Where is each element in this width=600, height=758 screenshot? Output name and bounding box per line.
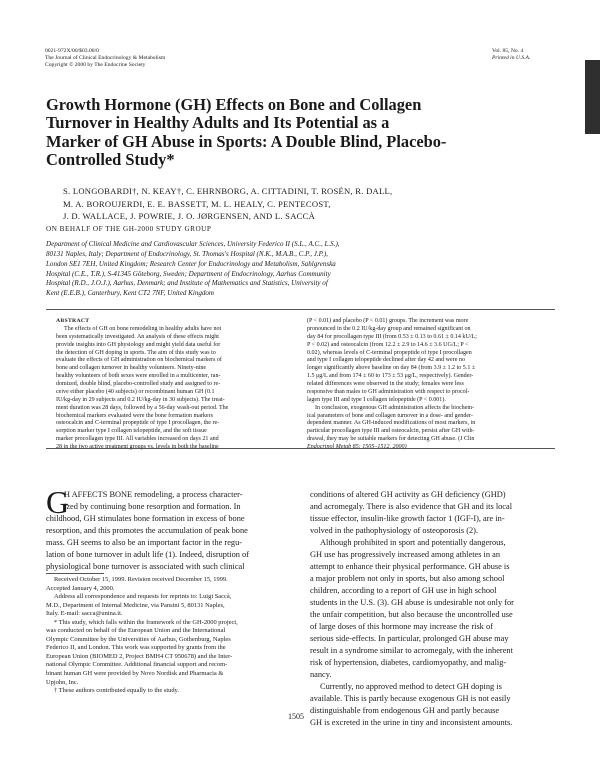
footnote-line: Italy. E-mail: sacca@unina.it. bbox=[46, 610, 123, 618]
body-line: serious side-effects. In particular, prolonged GH abuse may bbox=[310, 634, 509, 644]
author-line: S. LONGOBARDI†, N. KEAY†, C. EHRNBORG, A. CITTADINI, T. ROSÉN, R. DALL, bbox=[63, 186, 393, 196]
issn-line: 0021-972X/00/$03.00/0 bbox=[45, 48, 99, 54]
abstract-line: lagen type III and type I collagen telopeptide (P < 0.001). bbox=[307, 396, 446, 403]
footnote-line: * This study, which falls within the framework of the GH-2000 project, bbox=[54, 618, 238, 626]
abstract-line: drawal, they may be suitable markers for detecting GH abuse. (J Clin bbox=[307, 436, 475, 443]
abstract-line: pronounced in the 0.2 IU/kg-day group and remained significant on bbox=[307, 325, 471, 332]
abstract-top-rule bbox=[46, 309, 555, 310]
abstract-line: ical parameters of bone and collagen turnover in a dose- and gender- bbox=[307, 412, 473, 419]
abstract-line: longer significantly above baseline on day 84 (from 3.9 ± 1.2 to 5.1 ± bbox=[307, 365, 476, 372]
abstract-line: the detection of GH doping in sports. The aim of this study was to bbox=[56, 349, 216, 356]
abstract-line: In conclusion, exogenous GH administration affects the biochem- bbox=[315, 404, 475, 411]
body-line: GH use has progressively increased among athletes in an bbox=[310, 550, 500, 560]
body-line: and acromegaly. There is also evidence that GH and its local bbox=[310, 502, 513, 512]
abstract-line: responsive than males to GH administration with respect to procol- bbox=[307, 388, 470, 395]
abstract-right-column bbox=[307, 318, 546, 452]
abstract-line: been systematically investigated. An analysis of these effects might bbox=[56, 333, 219, 340]
abstract-line: ceive either placebo (40 subjects) or recombinant human GH (0.1 bbox=[56, 388, 215, 395]
abstract-line: 0.02), whereas levels of C-terminal propeptide of type I procollagen bbox=[307, 349, 472, 356]
footnote-line: M.D., Department of Internal Medicine, via Pansini 5, 80131 Naples, bbox=[46, 601, 225, 609]
title-line: Turnover in Healthy Adults and Its Potential as a bbox=[46, 113, 390, 133]
body-line: available. This is partly because exogenous GH is not easily bbox=[310, 694, 511, 704]
footnote-line: Address all correspondence and requests for reprints to: Luigi Saccà, bbox=[54, 593, 232, 601]
drop-cap: G bbox=[46, 484, 70, 520]
abstract-line: 1.5 μg/L and from 174 ± 60 to 173 ± 53 μg/L, respectively). Gender- bbox=[307, 373, 474, 380]
abstract-line: particular procollagen type III and osteocalcin, persist after GH with- bbox=[307, 428, 475, 435]
section-tab-marker bbox=[585, 60, 600, 134]
abstract-line: provide insights into GH physiology and might yield data useful for bbox=[56, 341, 221, 348]
abstract-line: bone and collagen turnover in healthy volunteers. Ninety-nine bbox=[56, 365, 207, 372]
body-line: volved in the pathophysiology of osteoporosis (2). bbox=[310, 526, 479, 536]
abstract-bottom-rule bbox=[46, 448, 555, 449]
footnote-line: Accepted January 4, 2000. bbox=[46, 584, 115, 592]
volume-number: Vol. 85, No. 4 bbox=[492, 48, 524, 54]
affiliation-line: Hospital (C.E., T.R.), S-41345 Göteborg, Sweden; Department of Endocrinology, Aarhus Community bbox=[46, 269, 331, 278]
abstract-line: evaluate the effects of GH administration on biochemical markers of bbox=[56, 357, 222, 364]
abstract-left-column bbox=[56, 318, 292, 452]
body-line: Currently, no approved method to detect GH doping is bbox=[320, 682, 502, 692]
printed-in: Printed in U.S.A. bbox=[492, 55, 531, 61]
body-line: mass. GH seems to also be an important factor in the regu- bbox=[46, 538, 243, 548]
study-group: ON BEHALF OF THE GH-2000 STUDY GROUP bbox=[46, 224, 212, 233]
footnotes bbox=[46, 576, 296, 696]
author-line: M. A. BOROUJERDI, E. E. BASSETT, M. L. HEALY, C. PENTECOST, bbox=[63, 198, 331, 209]
abstract-line: and type I collagen telopeptide declined after day 42 and were no bbox=[307, 357, 465, 364]
body-line: nancy. bbox=[310, 670, 332, 680]
affiliations bbox=[46, 240, 566, 299]
body-line: ized by continuing bone resorption and formation. In bbox=[64, 502, 241, 512]
abstract-line: day 84 for procollagen type III (from 0.53 ± 0.13 to 0.61 ± 0.14 kU/L; bbox=[307, 333, 477, 340]
page-number: 1505 bbox=[288, 712, 304, 721]
body-line: lation of bone turnover in adult life (1). Indeed, disruption of bbox=[46, 550, 249, 560]
abstract-line: P < 0.02) and osteocalcin (from 12.2 ± 2.9 to 14.6 ± 3.6 UG/L; P < bbox=[307, 341, 469, 348]
abstract-line: marker procollagen type III. All variables increased on days 21 and bbox=[56, 436, 219, 443]
abstract-line: related differences were observed in the study; females were less bbox=[307, 381, 464, 387]
abstract-line: biochemical markers evaluated were the bone formation markers bbox=[56, 412, 213, 419]
body-line: children, according to a report of GH use in high school bbox=[310, 586, 497, 596]
volume-header bbox=[492, 48, 530, 62]
body-line: of large doses of this hormone may increase the risk of bbox=[310, 622, 493, 632]
body-line: attempt to enhance their physical performance. GH abuse is bbox=[310, 562, 510, 572]
body-line: Although prohibited in sport and potentially dangerous, bbox=[320, 538, 506, 548]
affiliation-line: Department of Clinical Medicine and Cardiovascular Sciences, University Federico II (S.L., A.C., L.S.), bbox=[46, 240, 340, 248]
footnote-line: was conducted on behalf of the European Union and the International bbox=[46, 627, 226, 635]
abstract-citation: Endocrinol Metab 85: 1505–1512, 2000) bbox=[307, 444, 407, 450]
affiliation-line: Kent (E.E.B.), Canterbury, Kent CT2 7NF, United Kingdom bbox=[46, 289, 215, 298]
footnote-line: national Olympic Committee. Additional financial support and recom- bbox=[46, 661, 228, 669]
title-line: Marker of GH Abuse in Sports: A Double Blind, Placebo- bbox=[46, 131, 447, 151]
abstract-line: 28 in the two active treatment groups vs. levels in both the baseline bbox=[56, 444, 219, 450]
footnote-rule bbox=[46, 573, 104, 574]
journal-name: The Journal of Clinical Endocrinology & Metabolism bbox=[45, 55, 166, 61]
abstract-line: IU/kg-day in 29 subjects and 0.2 IU/kg-day in 30 subjects). The treat- bbox=[56, 396, 225, 403]
title-line: Growth Hormone (GH) Effects on Bone and Collagen bbox=[46, 95, 422, 114]
abstract-heading: ABSTRACT bbox=[56, 318, 90, 324]
abstract-line: (P < 0.01) and placebo (P < 0.01) groups. The increment was more bbox=[307, 318, 469, 324]
abstract-line: domized, double blind, placebo-controlled study and assigned to re- bbox=[56, 381, 221, 387]
affiliation-line: London SE1 7EH, United Kingdom; Research Center for Endocrinology and Metabolism, Sahlgrenska bbox=[46, 259, 336, 268]
body-line: risk of hypertension, diabetes, cardiomyopathy, and malig- bbox=[310, 658, 507, 668]
affiliation-line: 80131 Naples, Italy; Department of Endocrinology, St. Thomas's Hospital (N.K., M.A.B., C.P., J.P.), bbox=[46, 249, 328, 258]
footnote-line: Received October 15, 1999. Revision received December 15, 1999. bbox=[54, 576, 228, 583]
author-list bbox=[46, 185, 393, 235]
journal-header bbox=[45, 48, 165, 69]
footnote-line: † These authors contributed equally to the study. bbox=[54, 687, 179, 695]
body-line: tissue effector, insulin-like growth factor 1 (IGF-I), are in- bbox=[310, 514, 505, 524]
body-line: resorption, and this promotes the accumulation of peak bone bbox=[46, 526, 248, 536]
body-line: conditions of altered GH activity as GH deficiency (GHD) bbox=[310, 490, 506, 499]
body-right-column bbox=[310, 489, 560, 729]
footnote-line: Upjohn, Inc. bbox=[46, 678, 79, 686]
article-title bbox=[46, 96, 556, 169]
footnote-line: binant human GH were provided by Novo Nordisk and Pharmacia & bbox=[46, 670, 224, 678]
body-line: childhood, GH stimulates bone formation in excess of bone bbox=[46, 514, 245, 524]
body-line: result in a syndrome similar to acromegaly, with the inherent bbox=[310, 646, 513, 656]
copyright-line: Copyright © 2000 by The Endocrine Society bbox=[45, 62, 146, 68]
body-line: GH is excreted in the urine in tiny and inconsistent amounts. bbox=[310, 718, 513, 728]
body-line: H AFFECTS BONE remodeling, a process character- bbox=[64, 490, 243, 499]
footnote-line: Olympic Committee by the Universities of Aarhus, Gothenburg, Naples bbox=[46, 635, 231, 643]
title-line: Controlled Study* bbox=[46, 149, 175, 169]
footnote-line: European Union (BIOMED 2, Project BMH4 CT 950678) and the Inter- bbox=[46, 652, 233, 660]
body-line: the unfair competition, but also because the uncontrolled use bbox=[310, 610, 513, 620]
body-left-column bbox=[46, 484, 295, 573]
abstract-line: osteocalcin and C-terminal propeptide of type I procollagen, the re- bbox=[56, 420, 220, 427]
body-line: students in the U.S. (3). GH abuse is undesirable not only for bbox=[310, 598, 514, 608]
abstract-line: The effects of GH on bone remodeling in healthy adults have not bbox=[64, 325, 222, 332]
body-line: a major problem not only in sports, but also among school bbox=[310, 574, 505, 584]
author-line: J. D. WALLACE, J. POWRIE, J. O. JØRGENSEN, AND L. SACCÀ bbox=[63, 211, 316, 222]
abstract-line: ment duration was 28 days, followed by a 56-day wash-out period. The bbox=[56, 404, 229, 411]
footnote-line: Federico II, and London. This work was supported by grants from the bbox=[46, 644, 226, 652]
body-line: physiological bone turnover is associated with such clinical bbox=[46, 562, 245, 572]
body-line: distinguishable from endogenous GH and partly because bbox=[310, 706, 500, 716]
affiliation-line: Hospital (R.D., J.O.J.), Aarhus, Denmark; and Institute of Mathematics and Statistics, University of bbox=[46, 279, 328, 288]
abstract-line: dependent manner. As GH-induced modifications of most markers, in bbox=[307, 420, 476, 427]
abstract-line: healthy volunteers of both sexes were enrolled in a multicenter, ran- bbox=[56, 373, 221, 380]
abstract-line: sorption marker type I collagen telopeptide, and the soft tissue bbox=[56, 428, 207, 435]
